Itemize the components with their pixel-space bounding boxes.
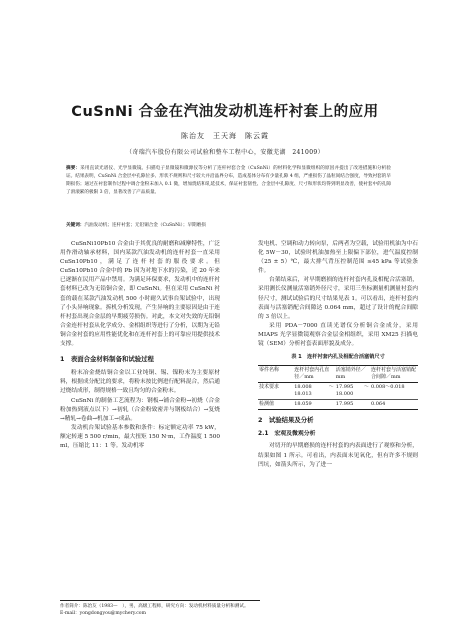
body-paragraph: 采用 PDA－7000 直读光谱仪分析铜合金成分，采用 MIAPS 光学显微镜观察合金层金相组织，采用 XM25 扫描电镜（SEM）分析衬套表面形貌及成分。 bbox=[258, 322, 418, 348]
author-list: 陈治友 王天海 陈云霞 bbox=[181, 132, 269, 140]
body-paragraph: 对切开的早期磨损的连杆衬套的内表面进行了观察和分析，结果如图 1 所示。可看出，内表面未见氧化，但有许多不规则凹坑，如箭头所示，为了进一 bbox=[258, 443, 418, 468]
author-affiliation: （奇瑞汽车股份有限公司试验和整车工程中心，安徽芜湖 241009） bbox=[125, 149, 325, 156]
author-bio: 作者简介：陈治友（1983— ），男，高级工程师，研究方向：发动机材料质量分析和测试。 bbox=[60, 604, 249, 609]
right-column bbox=[258, 240, 418, 470]
table-header-row bbox=[258, 366, 418, 383]
author-footnote bbox=[60, 600, 260, 617]
body-paragraph: 粉末冶金烧结铜合金以工业纯铜、锡、镍粉末为主要原材料，根据成分配比的要求，将粉末按比例进行配料混合，然后通过烧结成形，制得规格一致且均匀的合金粉末。 bbox=[60, 370, 220, 395]
table-cell: 18.008～18.013 bbox=[294, 384, 334, 398]
keywords-label: 关键词： bbox=[66, 223, 85, 228]
table-cell: 17.995 bbox=[335, 400, 370, 410]
table-header-cell: 零件名称 bbox=[258, 366, 293, 383]
paper-title: CuSnNi 合金在汽油发动机连杆衬套上的应用 bbox=[71, 104, 379, 120]
body-paragraph: 发动机台架试验基本参数和条件：标定额定功率 75 kW，额定转速 5 500 r/min，最大扭矩 150 N·m，工作温度 1 500 ml，压缩比 11：1 等。发动机零 bbox=[60, 424, 220, 449]
intro-paragraph: CuSnNi10Pb10 合金由于其优良的耐磨和减摩特性，广泛用作滑动轴承材料，国内某款汽油发动机的连杆衬套一直采用 CuSn10Pb10，满足了连杆衬套的服役要求。但 CuSn10Pb10 合金中的 Pb 因为对地下水的污染，近 20 年来已逐渐在民用产品中禁用。为满足环保要求，发动机中的连杆衬套材料已改为无铅铜合金，即 CuSnNi。但在采用 CuSnNi 衬套的载在某款汽油发动机 500 小时耐久试事台架试验中，出现了小头异响现象。拆机分析发现，产生异响的主要原因是由于连杆衬套出现合金层的早期疲劳损伤。对此，本文对失效的无铅铜合金连杆衬套从化学成分、金相组织等进行了分析，以期为无铅铜合金衬套的应用性能优化和在连杆衬套上的可靠应用提供技术支撑。 bbox=[60, 241, 220, 348]
table-cell: 技术要求 bbox=[259, 384, 280, 391]
table-row bbox=[258, 400, 418, 410]
author-email: E-mail：yongdongyou@mychery.com bbox=[60, 611, 146, 616]
body-paragraph: 台架结束后，对早期磨损的连杆衬套内孔及相配合活塞销，采用测长仪测量活塞销外径尺寸，采用三坐标测量机测量衬套内径尺寸，测试试验后的尺寸结果见表 1。可以看出，连杆衬套内表面与活塞销配合间隙达 0.064 mm，超过了设计的配合间隙的 3 倍以上。 bbox=[258, 277, 418, 320]
subsection-heading-2-1: 2.1 宏观及微观分析 bbox=[258, 431, 316, 438]
abstract-text: 采用直读光谱仪、光学显微镜、扫描电子显微镜和微源仪等分析了连杆衬套合金（CuSnNi）的材料化学和显微组织的原因并提出了改进措施和分析验证。结果表明，CuSnNi 合金层中孔隙位多、形状不规则和尺寸较大并沿晶界分布，造成基体分布有少量孔隙 4 组，严重损伤了晶粒间结合强度，导致衬套的早期损伤；通过在衬套制作过程中调合金粉末加入 0.1 微，增加烧结和轧延技术，保证衬套韧性、合金层中孔隙度、尺寸和形状均得到明显改善，使衬套中的孔隙了滑滚累的极限 3 倍，显著改善了产品质量。 bbox=[66, 166, 391, 195]
table-header-cell: 连杆衬套与活塞销配合间隙／mm bbox=[370, 366, 418, 383]
table-cell: 17.995～18.000 bbox=[335, 384, 369, 398]
dimension-table bbox=[258, 365, 418, 410]
body-paragraph: CuSnNi 的制备工艺流程为：钢板→铺合金粉→初烧（合金粉加热到液点以下）→初轧（合金粉致密并与钢板结合）→复烧→精轧→卷曲→机加工→成品。 bbox=[60, 397, 220, 422]
table-caption: 表 1 连杆衬套内孔及相配合活塞销尺寸 bbox=[291, 354, 385, 361]
keywords-text: 汽油发动机；连杆衬套；无铅铜合金（CuSnNi）；早期磨损 bbox=[84, 223, 206, 228]
table-header-cell: 活塞销外径／mm bbox=[335, 366, 370, 383]
table-cell: 检测值 bbox=[258, 400, 293, 410]
table-header-cell: 连杆衬套内孔直径／mm bbox=[293, 366, 335, 383]
keywords bbox=[66, 222, 391, 229]
body-paragraph: 发电机、空调和动力转向泵，后两者为空载，试验用机油为中石化 5W－30，试验时机油加热至上限偏下部位，进气温度控制（25 ± 5）℃，最大排气背压控制范围 ≤45 kPa 等试验条件。 bbox=[258, 241, 418, 275]
abstract-label: 摘要： bbox=[66, 166, 81, 171]
table-cell: 18.059 bbox=[293, 400, 335, 410]
table-row bbox=[258, 383, 418, 400]
section-heading-1: 1 表面合金材料制备和试验过程 bbox=[60, 355, 154, 364]
table-cell: 0.008～0.018 bbox=[370, 384, 405, 391]
abstract bbox=[66, 165, 391, 197]
left-column bbox=[60, 240, 220, 451]
table-cell: 0.064 bbox=[370, 400, 418, 410]
section-heading-2: 2 试验结果及分析 bbox=[258, 416, 314, 425]
